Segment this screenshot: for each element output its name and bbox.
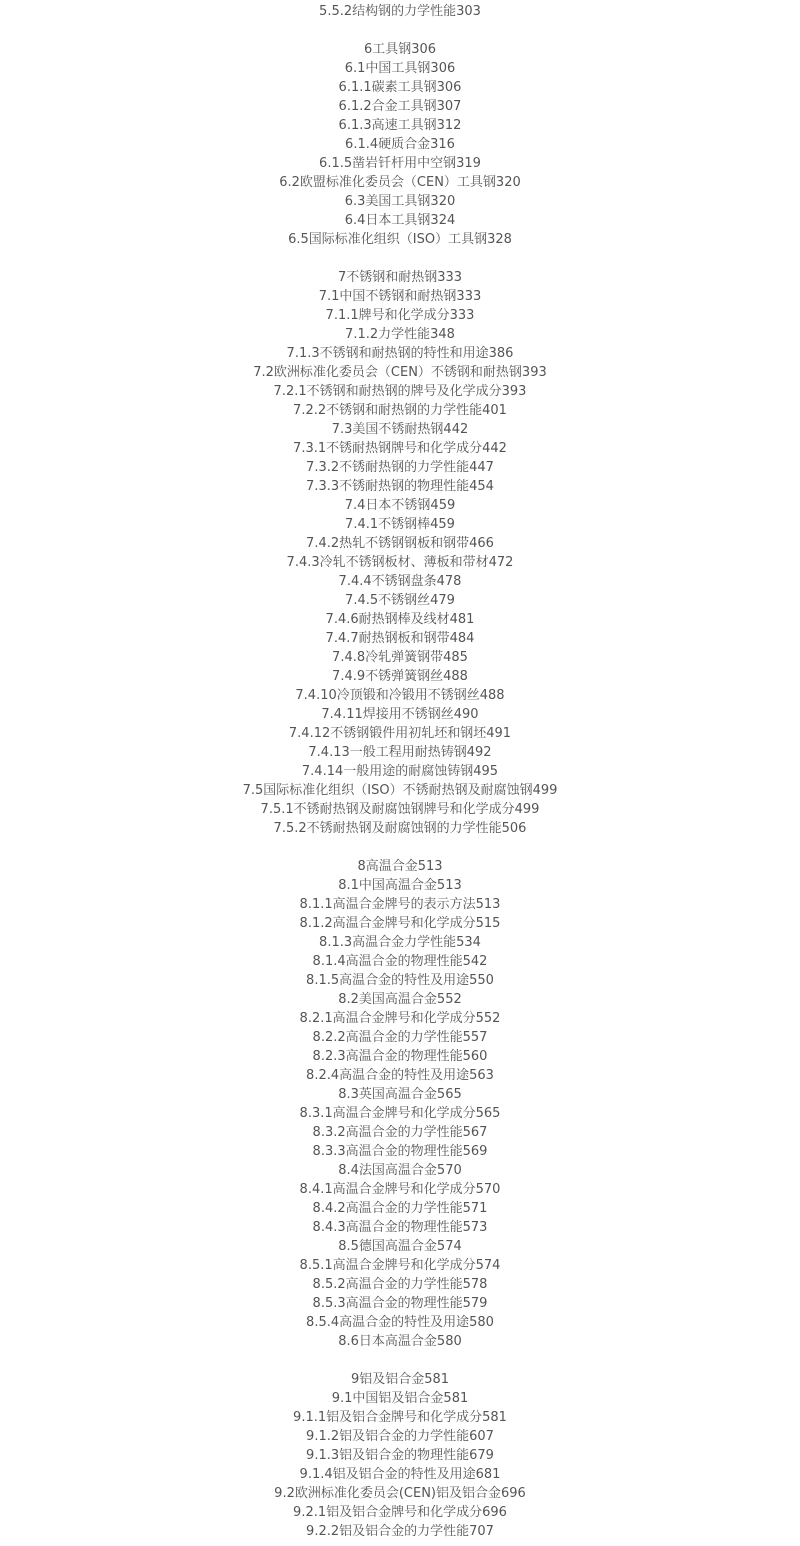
toc-entry: 7.4.11焊接用不锈钢丝490 [321, 707, 479, 722]
toc-entry: 7.4.7耐热钢板和钢带484 [325, 631, 475, 646]
toc-entry: 9.2欧洲标准化委员会(CEN)铝及铝合金696 [274, 1486, 526, 1501]
toc-entry: 6.1.4硬质合金316 [345, 137, 455, 152]
toc-entry: 7.5.1不锈耐热钢及耐腐蚀钢牌号和化学成分499 [260, 802, 540, 817]
toc-entry: 8.2.4高温合金的特性及用途563 [306, 1068, 494, 1083]
toc-entry: 9.1.1铝及铝合金牌号和化学成分581 [293, 1410, 507, 1425]
toc-entry: 8.6日本高温合金580 [338, 1334, 462, 1349]
toc-entry: 8.3.1高温合金牌号和化学成分565 [299, 1106, 501, 1121]
toc-entry: 7.1.1牌号和化学成分333 [325, 308, 475, 323]
toc-entry: 7.1.2力学性能348 [345, 327, 455, 342]
toc-entry: 7.4.5不锈钢丝479 [345, 593, 455, 608]
toc-entry: 7.4.1不锈钢棒459 [345, 517, 455, 532]
toc-entry: 8.1.3高温合金力学性能534 [319, 935, 481, 950]
toc-entry: 8.1.1高温合金牌号的表示方法513 [299, 897, 501, 912]
toc-entry: 7.2.2不锈钢和耐热钢的力学性能401 [293, 403, 507, 418]
toc-entry: 8.2.1高温合金牌号和化学成分552 [299, 1011, 501, 1026]
toc-entry: 7.2.1不锈钢和耐热钢的牌号及化学成分393 [273, 384, 527, 399]
toc-entry: 7.4.4不锈钢盘条478 [338, 574, 462, 589]
section-spacer [0, 1351, 800, 1370]
toc-entry: 7.4.14一般用途的耐腐蚀铸钢495 [301, 764, 499, 779]
toc-entry: 8.2美国高温合金552 [338, 992, 462, 1007]
toc-entry: 9.1.3铝及铝合金的物理性能679 [306, 1448, 494, 1463]
toc-entry: 7.3美国不锈耐热钢442 [331, 422, 469, 437]
toc-entry: 7.4.2热轧不锈钢钢板和钢带466 [306, 536, 494, 551]
toc-entry: 8.5.2高温合金的力学性能578 [312, 1277, 488, 1292]
section-spacer [0, 249, 800, 268]
toc-entry: 8.2.3高温合金的物理性能560 [312, 1049, 488, 1064]
toc-entry: 8.5.1高温合金牌号和化学成分574 [299, 1258, 501, 1273]
toc-entry: 7.2欧洲标准化委员会（CEN）不锈钢和耐热钢393 [253, 365, 547, 380]
toc-entry: 7.5国际标准化组织（ISO）不锈耐热钢及耐腐蚀钢499 [242, 783, 558, 798]
toc-entry: 9.2.1铝及铝合金牌号和化学成分696 [293, 1505, 507, 1520]
toc-entry: 8.5.3高温合金的物理性能579 [312, 1296, 488, 1311]
toc-entry: 8.4.1高温合金牌号和化学成分570 [299, 1182, 501, 1197]
toc-entry: 8.1.2高温合金牌号和化学成分515 [299, 916, 501, 931]
toc-entry: 9.2.2铝及铝合金的力学性能707 [306, 1524, 494, 1539]
toc-entry: 6.5国际标准化组织（ISO）工具钢328 [288, 232, 512, 247]
toc-entry: 8.1.4高温合金的物理性能542 [312, 954, 488, 969]
section-spacer [0, 838, 800, 857]
toc-entry: 6.1中国工具钢306 [344, 61, 456, 76]
toc-entry: 9.1中国铝及铝合金581 [331, 1391, 469, 1406]
section-spacer [0, 21, 800, 40]
toc-entry: 6.1.1碳素工具钢306 [338, 80, 462, 95]
toc-entry: 8.3.2高温合金的力学性能567 [312, 1125, 488, 1140]
toc-entry: 9铝及铝合金581 [350, 1372, 450, 1387]
toc-entry: 8.3英国高温合金565 [338, 1087, 462, 1102]
toc-entry: 8.4.2高温合金的力学性能571 [312, 1201, 488, 1216]
toc-entry: 8高温合金513 [357, 859, 443, 874]
toc-entry: 7.4.8冷轧弹簧钢带485 [332, 650, 468, 665]
toc-entry: 8.2.2高温合金的力学性能557 [312, 1030, 488, 1045]
toc-entry: 6.1.2合金工具钢307 [338, 99, 462, 114]
toc-entry: 5.5.2结构钢的力学性能303 [319, 4, 481, 19]
toc-entry: 7.4.13一般工程用耐热铸钢492 [308, 745, 492, 760]
toc-entry: 8.1.5高温合金的特性及用途550 [306, 973, 494, 988]
toc-entry: 7.1中国不锈钢和耐热钢333 [318, 289, 482, 304]
toc-entry: 9.1.2铝及铝合金的力学性能607 [306, 1429, 494, 1444]
toc-entry: 7不锈钢和耐热钢333 [337, 270, 463, 285]
toc-entry: 7.4.6耐热钢棒及线材481 [325, 612, 475, 627]
toc-entry: 8.3.3高温合金的物理性能569 [312, 1144, 488, 1159]
toc-entry: 8.4.3高温合金的物理性能573 [312, 1220, 488, 1235]
toc-entry: 6.2欧盟标准化委员会（CEN）工具钢320 [279, 175, 521, 190]
toc-entry: 7.3.3不锈耐热钢的物理性能454 [306, 479, 494, 494]
toc-entry: 6.3美国工具钢320 [344, 194, 456, 209]
toc-entry: 9.1.4铝及铝合金的特性及用途681 [299, 1467, 501, 1482]
toc-entry: 8.5.4高温合金的特性及用途580 [306, 1315, 494, 1330]
toc-entry: 6工具钢306 [363, 42, 437, 57]
toc-entry: 7.4.12不锈钢锻件用初轧坯和钢坯491 [288, 726, 512, 741]
toc-entry: 7.5.2不锈耐热钢及耐腐蚀钢的力学性能506 [273, 821, 527, 836]
toc-entry: 6.1.3高速工具钢312 [338, 118, 462, 133]
toc-entry: 7.3.1不锈耐热钢牌号和化学成分442 [293, 441, 507, 456]
toc-entry: 7.4.3冷轧不锈钢板材、薄板和带材472 [286, 555, 514, 570]
toc-entry: 6.1.5凿岩钎杆用中空钢319 [319, 156, 481, 171]
toc-entry: 8.5德国高温合金574 [338, 1239, 462, 1254]
toc-entry: 7.4日本不锈钢459 [344, 498, 456, 513]
toc-entry: 8.1中国高温合金513 [338, 878, 462, 893]
toc-entry: 7.1.3不锈钢和耐热钢的特性和用途386 [286, 346, 514, 361]
toc-entry: 7.3.2不锈耐热钢的力学性能447 [306, 460, 494, 475]
toc-entry: 8.4法国高温合金570 [338, 1163, 462, 1178]
toc-entry: 7.4.10冷顶锻和冷锻用不锈钢丝488 [295, 688, 505, 703]
toc-entry: 6.4日本工具钢324 [344, 213, 456, 228]
toc-entry: 7.4.9不锈弹簧钢丝488 [332, 669, 468, 684]
